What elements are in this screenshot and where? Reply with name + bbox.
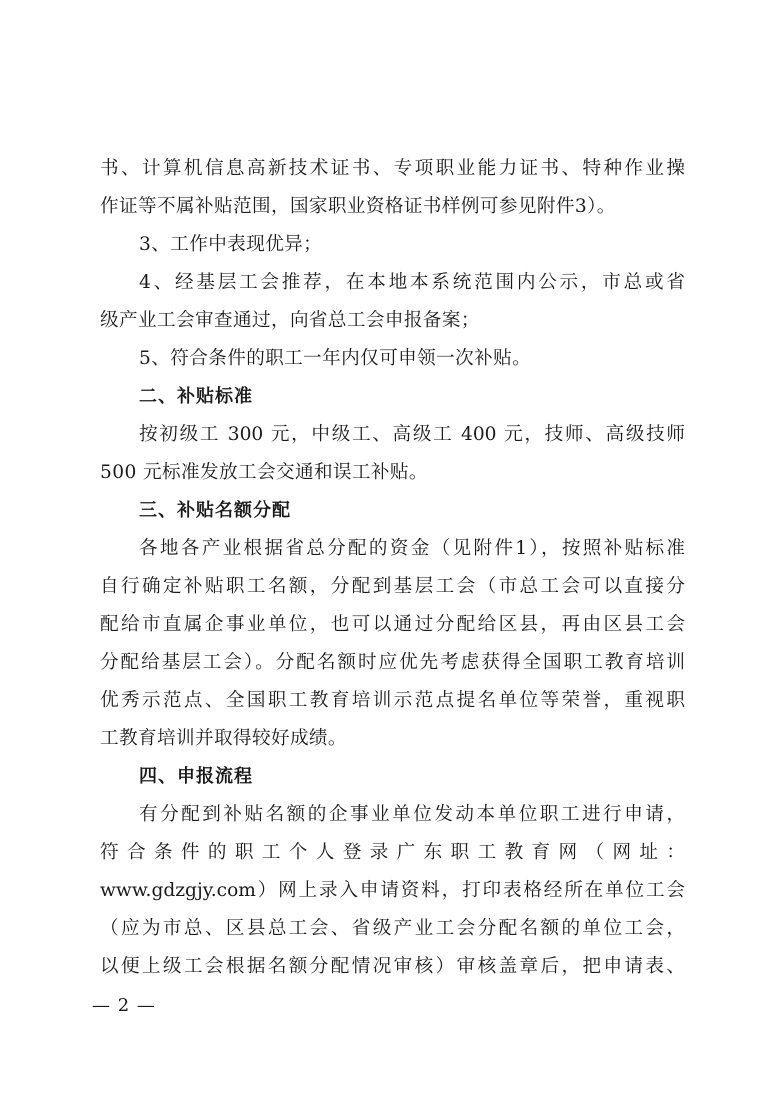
body-line: 有分配到补贴名额的企事业单位发动本单位职工进行申请，: [139, 804, 685, 825]
body-line: 4、经基层工会推荐，在本地本系统范围内公示，市总或省: [139, 272, 685, 293]
body-line: 优秀示范点、全国职工教育培训示范点提名单位等荣誉，重视职: [100, 690, 685, 711]
body-line: 按初级工 300 元，中级工、高级工 400 元，技师、高级技师: [139, 424, 685, 445]
body-line: 配给市直属企事业单位，也可以通过分配给区县，再由区县工会: [100, 614, 685, 635]
section-heading: 四、申报流程: [139, 766, 253, 787]
body-line: （应为市总、区县总工会、省级产业工会分配名额的单位工会，: [100, 918, 685, 939]
body-line: 级产业工会审查通过，向省总工会申报备案；: [100, 310, 480, 331]
body-line: 工教育培训并取得较好成绩。: [100, 728, 347, 749]
body-line: 5、符合条件的职工一年内仅可申领一次补贴。: [139, 348, 532, 369]
body-line: 自行确定补贴职工名额，分配到基层工会（市总工会可以直接分: [100, 576, 685, 597]
body-line: 作证等不属补贴范围，国家职业资格证书样例可参见附件3）。: [100, 196, 616, 217]
section-heading: 三、补贴名额分配: [139, 500, 291, 521]
body-line: 500 元标准发放工会交通和误工补贴。: [100, 462, 428, 483]
body-line: 3、工作中表现优异；: [139, 234, 323, 255]
body-line: 符合条件的职工个人登录广东职工教育网（网址：: [100, 842, 685, 863]
document-body: [100, 150, 685, 986]
body-line: www.gdzgjy.com）网上录入申请资料，打印表格经所在单位工会: [100, 880, 685, 901]
body-line: 各地各产业根据省总分配的资金（见附件1），按照补贴标准: [139, 538, 685, 559]
section-heading: 二、补贴标准: [139, 386, 253, 407]
page-number: — 2 —: [92, 995, 156, 1016]
body-line: 以便上级工会根据名额分配情况审核）审核盖章后，把申请表、: [100, 956, 685, 977]
body-line: 书、计算机信息高新技术证书、专项职业能力证书、特种作业操: [100, 158, 685, 179]
body-line: 分配给基层工会）。分配名额时应优先考虑获得全国职工教育培训: [100, 652, 685, 673]
